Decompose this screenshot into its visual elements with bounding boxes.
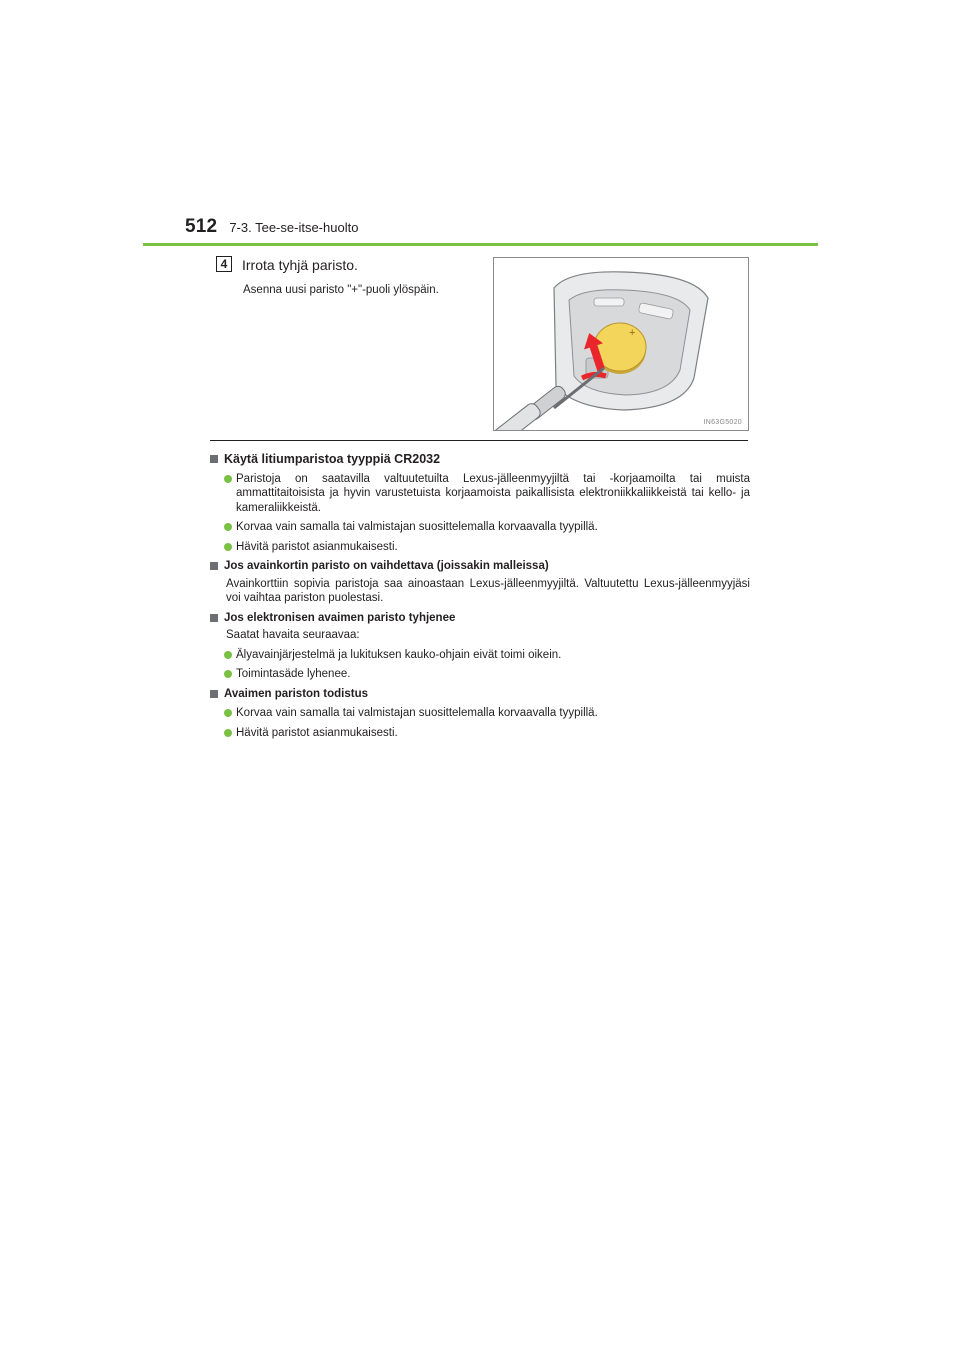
section-heading: Avaimen pariston todistus [210,687,750,702]
notes-content [210,452,750,740]
key-fob-drawing [494,258,748,430]
step-number-badge: 4 [216,256,232,272]
section-title: 7-3. Tee-se-itse-huolto [229,220,359,235]
list-item: Korvaa vain samalla tai valmistajan suosittelemalla korvaavalla tyypillä. [224,706,750,721]
step-title: Irrota tyhjä paristo. [242,257,358,273]
svg-text:+: + [629,327,636,339]
list-item: Älyavainjärjestelmä ja lukituksen kauko-ohjain eivät toimi oikein. [224,648,750,663]
list-item: Hävitä paristot asianmukaisesti. [224,726,750,741]
round-bullet-icon [224,475,232,483]
round-bullet-icon [224,523,232,531]
step-note: Asenna uusi paristo "+"-puoli ylöspäin. [243,284,439,296]
figure-code: IN63G5020 [703,419,742,426]
list-item: Hävitä paristot asianmukaisesti. [224,540,750,555]
section-heading: Jos avainkortin paristo on vaihdettava (joissakin malleissa) [210,559,750,574]
paragraph: Saatat havaita seuraavaa: [226,629,360,641]
round-bullet-icon [224,543,232,551]
header-rule [143,243,818,246]
list-item: Paristoja on saatavilla valtuutetuilta Lexus-jälleenmyyjiltä tai -korjaamoilta tai muista ammattitaitoisista ja hyvin varustetuista korjaamoista paikallisista elektroniikkaliikkeistä tai kello- ja kameraliikkeistä. [224,472,750,516]
round-bullet-icon [224,651,232,659]
square-bullet-icon [210,690,218,698]
section-divider [210,440,748,441]
list-item: Korvaa vain samalla tai valmistajan suosittelemalla korvaavalla tyypillä. [224,520,750,535]
page-number: 512 [185,216,218,237]
battery-removal-illustration [493,257,749,431]
square-bullet-icon [210,614,218,622]
round-bullet-icon [224,729,232,737]
section-heading: Jos elektronisen avaimen paristo tyhjenee [210,611,750,626]
square-bullet-icon [210,455,218,463]
section-heading: Käytä litiumparistoa tyyppiä CR2032 [210,452,750,467]
round-bullet-icon [224,709,232,717]
paragraph: Avainkorttiin sopivia paristoja saa ainoastaan Lexus-jälleenmyyjiltä. Valtuutettu Lexus-jälleenmyyjäsi voi vaihtaa pariston puolestasi. [226,577,750,604]
list-item: Toimintasäde lyhenee. [224,667,750,682]
page-header [185,216,358,238]
round-bullet-icon [224,670,232,678]
square-bullet-icon [210,562,218,570]
